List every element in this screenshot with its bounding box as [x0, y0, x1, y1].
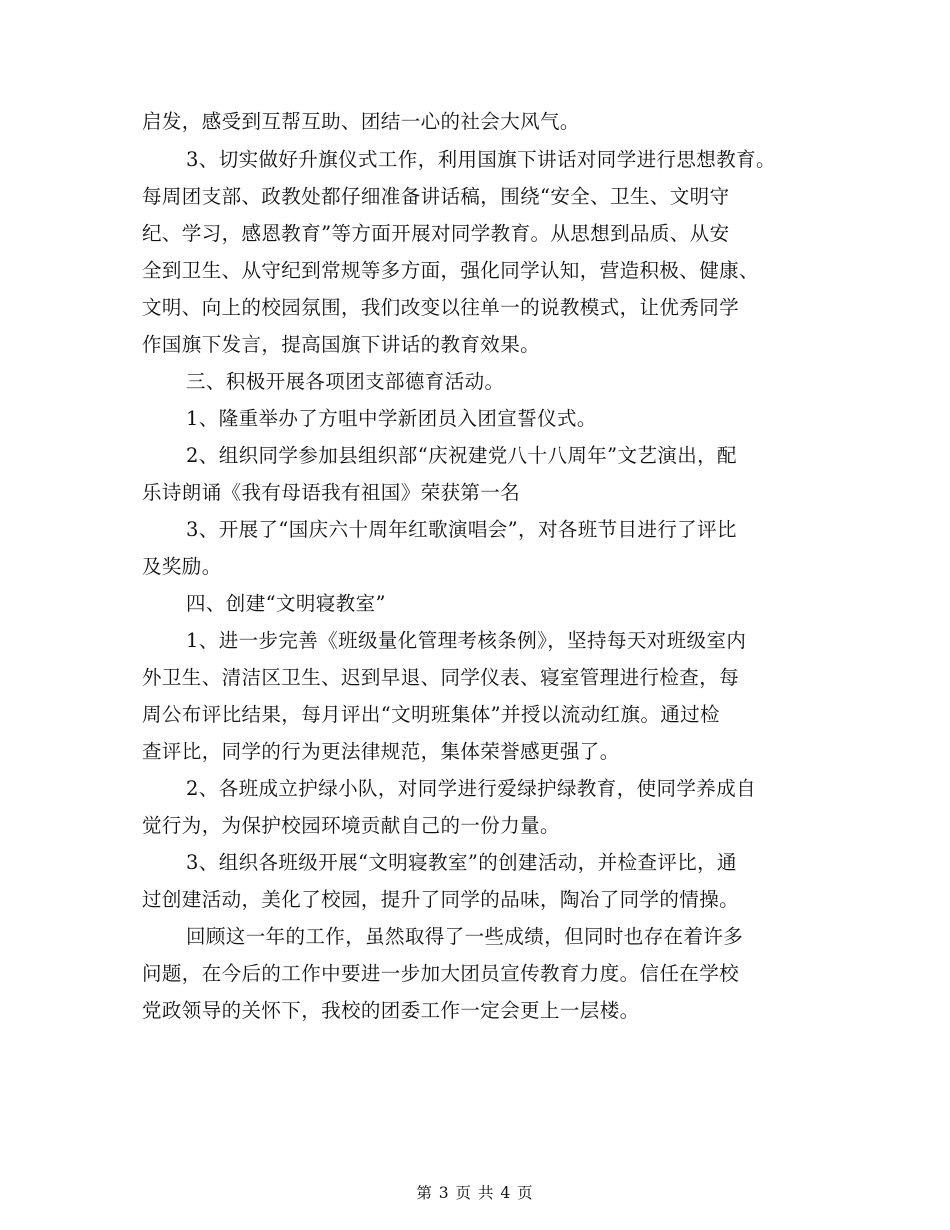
text-line: 问题，在今后的工作中要进一步加大团员宣传教育力度。信任在学校	[142, 962, 740, 985]
text-line: 乐诗朗诵《我有母语我有祖国》荣获第一名	[142, 481, 521, 504]
text-line: 纪、学习，感恩教育”等方面开展对同学教育。从思想到品质、从安	[142, 222, 730, 245]
page-footer: 第 3 页 共 4 页	[416, 1184, 534, 1202]
text-line: 3、组织各班级开展“文明寝教室”的创建活动，并检查评比，通	[186, 851, 737, 874]
text-line: 全到卫生、从守纪到常规等多方面，强化同学认知，营造积极、健康、	[142, 259, 759, 282]
text-line: 作国旗下发言，提高国旗下讲话的教育效果。	[142, 333, 541, 356]
text-line: 查评比，同学的行为更法律规范，集体荣誉感更强了。	[142, 740, 620, 763]
text-line: 3、切实做好升旗仪式工作，利用国旗下讲话对同学进行思想教育。	[186, 148, 776, 171]
text-line: 回顾这一年的工作，虽然取得了一些成绩，但同时也存在着许多	[186, 925, 744, 948]
text-line: 3、开展了“国庆六十周年红歌演唱会”，对各班节目进行了评比	[186, 518, 737, 541]
text-line: 过创建活动，美化了校园，提升了同学的品味，陶冶了同学的情操。	[142, 888, 740, 911]
text-line: 党政领导的关怀下，我校的团委工作一定会更上一层楼。	[142, 999, 640, 1022]
section-heading: 三、积极开展各项团支部德育活动。	[186, 370, 505, 393]
text-line: 外卫生、清洁区卫生、迟到早退、同学仪表、寝室管理进行检查，每	[142, 666, 740, 689]
text-line: 1、隆重举办了方咀中学新团员入团宣誓仪式。	[186, 407, 597, 430]
text-line: 2、组织同学参加县组织部“庆祝建党八十八周年”文艺演出，配	[186, 444, 737, 467]
text-line: 启发，感受到互帮互助、团结一心的社会大风气。	[142, 110, 580, 133]
text-line: 每周团支部、政教处都仔细准备讲话稿，围绕“安全、卫生、文明守	[142, 185, 730, 208]
text-line: 周公布评比结果，每月评出“文明班集体”并授以流动红旗。通过检	[142, 703, 720, 726]
text-line: 觉行为，为保护校园环境贡献自己的一份力量。	[142, 814, 560, 837]
section-heading: 四、创建“文明寝教室”	[186, 592, 386, 615]
text-line: 2、各班成立护绿小队，对同学进行爱绿护绿教育，使同学养成自	[186, 777, 757, 800]
text-line: 及奖励。	[142, 555, 222, 578]
text-line: 1、进一步完善《班级量化管理考核条例》，坚持每天对班级室内	[186, 629, 747, 652]
text-line: 文明、向上的校园氛围，我们改变以往单一的说教模式，让优秀同学	[142, 296, 740, 319]
